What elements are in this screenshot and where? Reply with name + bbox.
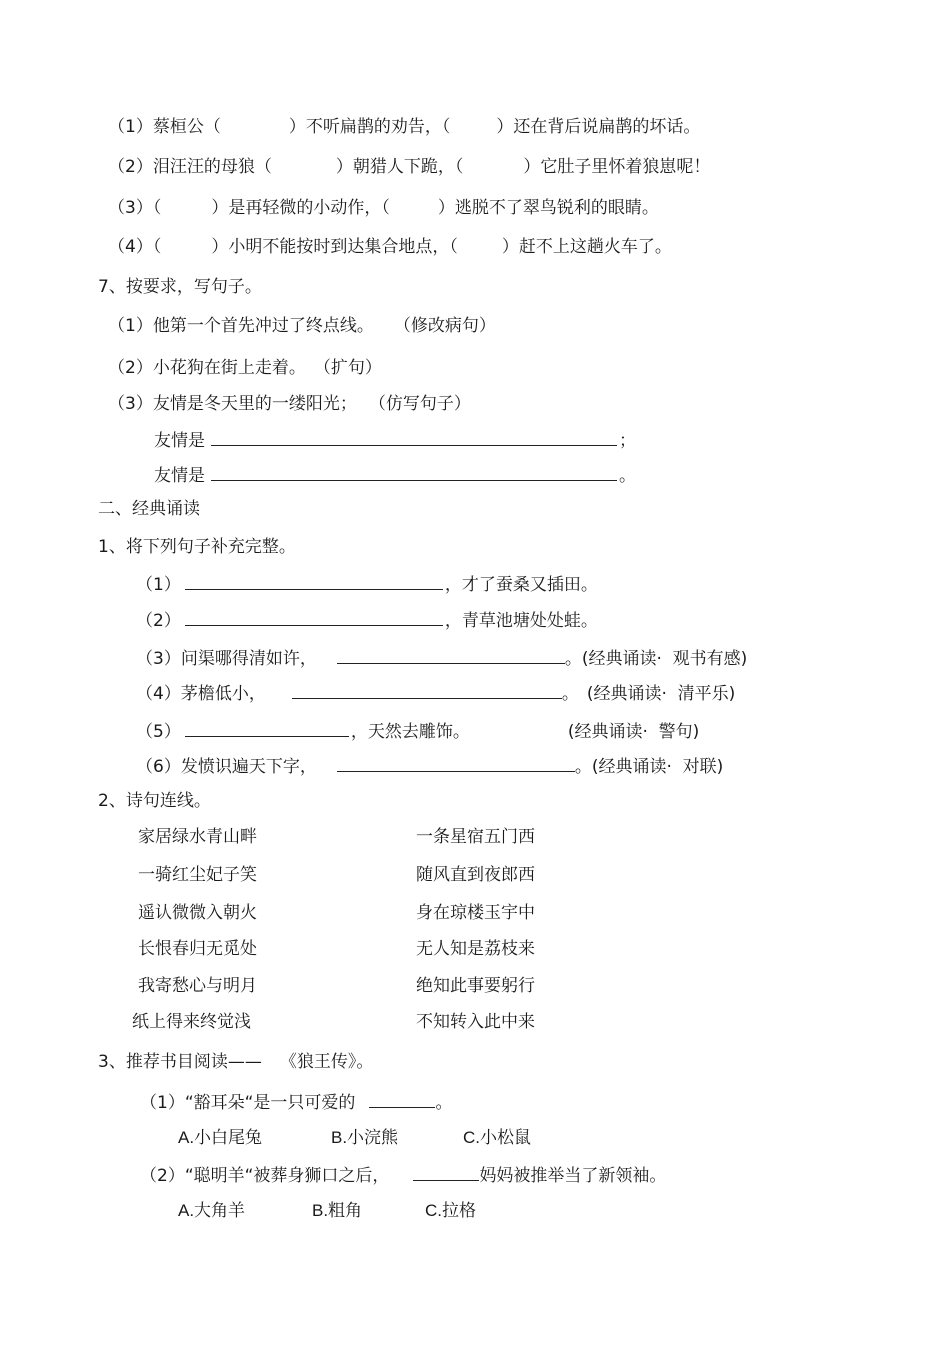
question-end: 妈妈被推举当了新领袖。 bbox=[479, 1166, 667, 1186]
item-number: （3） bbox=[108, 198, 153, 218]
sentence-text: （ bbox=[381, 198, 390, 218]
section-2-title: 二、经典诵读 bbox=[98, 499, 200, 519]
line-post: 。 bbox=[574, 757, 592, 777]
line-post: ，天然去雕饰。 bbox=[350, 722, 470, 742]
sentence-text: 蔡桓公（ bbox=[152, 117, 221, 137]
complete-line-2 bbox=[136, 609, 598, 632]
line-source: (经典诵读· 观书有感) bbox=[581, 649, 748, 669]
complete-line-1 bbox=[136, 573, 598, 596]
reading-question-2 bbox=[140, 1164, 666, 1187]
complete-line-4 bbox=[136, 682, 735, 705]
option-2b[interactable]: B.粗角 bbox=[312, 1201, 363, 1220]
question-end: 。 bbox=[435, 1093, 453, 1113]
fill-sentence-2 bbox=[108, 156, 710, 178]
option-1c[interactable]: C.小松鼠 bbox=[463, 1128, 531, 1147]
match-right-6[interactable]: 不知转入此中来 bbox=[416, 1012, 535, 1032]
item-note: （扩句） bbox=[313, 358, 382, 378]
question-7-title: 7、按要求，写句子。 bbox=[98, 277, 262, 297]
fill-sentence-4 bbox=[108, 236, 672, 258]
answer-blank[interactable] bbox=[337, 755, 575, 772]
imitate-line-2 bbox=[154, 464, 636, 487]
complete-line-5 bbox=[136, 720, 699, 743]
sentence-text: ）它肚子里怀着狼崽呢！ bbox=[523, 157, 711, 177]
sentence-text: ）不听扁鹊的劝告， bbox=[288, 117, 442, 137]
q7-item-2 bbox=[108, 357, 382, 379]
sentence-text: ）是再轻微的小动作， bbox=[211, 198, 382, 218]
sentence-text: （ bbox=[454, 157, 464, 177]
book-title: 《狼王传》。 bbox=[279, 1052, 374, 1072]
reading-question-1 bbox=[140, 1091, 452, 1114]
answer-blank[interactable] bbox=[413, 1164, 479, 1181]
match-left-4[interactable]: 长恨春归无觅处 bbox=[138, 939, 257, 959]
answer-blank[interactable] bbox=[211, 464, 617, 481]
line-pre: （2） bbox=[136, 611, 181, 631]
answer-blank[interactable] bbox=[211, 429, 617, 446]
answer-blank[interactable] bbox=[185, 720, 349, 737]
line-source: (经典诵读· 对联) bbox=[591, 757, 724, 777]
item-text: （3）友情是冬天里的一缕阳光； bbox=[108, 394, 357, 414]
match-right-3[interactable]: 身在琼楼玉宇中 bbox=[416, 903, 535, 923]
sentence-text: ）还在背后说扁鹊的坏话。 bbox=[496, 117, 701, 137]
match-left-3[interactable]: 遥认微微入朝火 bbox=[138, 903, 257, 923]
imitate-line-1 bbox=[154, 429, 636, 452]
line-post: ，才了蚕桑又插田。 bbox=[444, 575, 598, 595]
match-left-6[interactable]: 纸上得来终觉浅 bbox=[132, 1012, 251, 1032]
match-right-1[interactable]: 一条星宿五门西 bbox=[416, 827, 535, 847]
sentence-text: ）朝猎人下跪， bbox=[335, 157, 455, 177]
answer-blank[interactable] bbox=[292, 682, 562, 699]
sentence-text: ）小明不能按时到达集合地点， bbox=[211, 237, 450, 257]
question-text: （2）“聪明羊“被葬身狮口之后， bbox=[140, 1166, 390, 1186]
item-number: （1） bbox=[108, 117, 153, 137]
question-3-text: 3、推荐书目阅读—— bbox=[98, 1052, 262, 1072]
line-source: (经典诵读· 清平乐) bbox=[586, 684, 736, 704]
line-pre: （3）问渠哪得清如许， bbox=[136, 649, 317, 669]
option-2c[interactable]: C.拉格 bbox=[425, 1201, 476, 1220]
line-pre: （4）茅檐低小， bbox=[136, 684, 266, 704]
question-text: （1）“豁耳朵“是一只可爱的 bbox=[140, 1093, 356, 1113]
match-right-2[interactable]: 随风直到夜郎西 bbox=[416, 865, 535, 885]
complete-line-6 bbox=[136, 755, 723, 778]
option-1a[interactable]: A.小白尾兔 bbox=[178, 1128, 263, 1147]
match-left-1[interactable]: 家居绿水青山畔 bbox=[138, 827, 257, 847]
item-number: （2） bbox=[108, 157, 153, 177]
item-note: （修改病句） bbox=[393, 316, 496, 336]
sentence-text: （ bbox=[441, 117, 451, 137]
sentence-text: ）逃脱不了翠鸟锐利的眼睛。 bbox=[437, 198, 659, 218]
match-left-5[interactable]: 我寄愁心与明月 bbox=[138, 976, 257, 996]
item-text: （1）他第一个首先冲过了终点线。 bbox=[108, 316, 374, 336]
line-pre: （6）发愤识遍天下字， bbox=[136, 757, 317, 777]
line-pre: （5） bbox=[136, 722, 181, 742]
fill-sentence-3 bbox=[108, 197, 659, 219]
sentence-text: 泪汪汪的母狼（ bbox=[152, 157, 272, 177]
line-post: ，青草池塘处处蛙。 bbox=[444, 611, 598, 631]
match-right-4[interactable]: 无人知是荔枝来 bbox=[416, 939, 535, 959]
q7-item-1 bbox=[108, 315, 496, 337]
line-end: ； bbox=[619, 431, 636, 451]
question-3-title bbox=[98, 1051, 373, 1073]
answer-blank[interactable] bbox=[185, 609, 443, 626]
item-note: （仿写句子） bbox=[368, 394, 471, 414]
line-source: (经典诵读· 警句) bbox=[567, 722, 700, 742]
option-2a[interactable]: A.大角羊 bbox=[178, 1201, 246, 1220]
item-text: （2）小花狗在街上走着。 bbox=[108, 358, 306, 378]
question-1-title: 1、将下列句子补充完整。 bbox=[98, 537, 296, 557]
line-pre: （1） bbox=[136, 575, 181, 595]
answer-blank[interactable] bbox=[185, 573, 443, 590]
item-number: （4） bbox=[108, 237, 153, 257]
line-lead: 友情是 bbox=[154, 466, 205, 486]
fill-sentence-1 bbox=[108, 116, 700, 138]
match-left-2[interactable]: 一骑红尘妃子笑 bbox=[138, 865, 257, 885]
line-end: 。 bbox=[619, 466, 636, 486]
match-right-5[interactable]: 绝知此事要躬行 bbox=[416, 976, 535, 996]
line-post: 。 bbox=[561, 684, 579, 704]
answer-blank[interactable] bbox=[369, 1091, 435, 1108]
sentence-text: （ bbox=[152, 237, 162, 257]
line-lead: 友情是 bbox=[154, 431, 205, 451]
answer-blank[interactable] bbox=[337, 647, 565, 664]
sentence-text: （ bbox=[152, 198, 162, 218]
line-post: 。 bbox=[564, 649, 582, 669]
question-2-title: 2、诗句连线。 bbox=[98, 791, 211, 811]
q7-item-3 bbox=[108, 393, 471, 415]
option-1b[interactable]: B.小浣熊 bbox=[331, 1128, 399, 1147]
sentence-text: ）赶不上这趟火车了。 bbox=[501, 237, 672, 257]
sentence-text: （ bbox=[449, 237, 458, 257]
complete-line-3 bbox=[136, 647, 747, 670]
